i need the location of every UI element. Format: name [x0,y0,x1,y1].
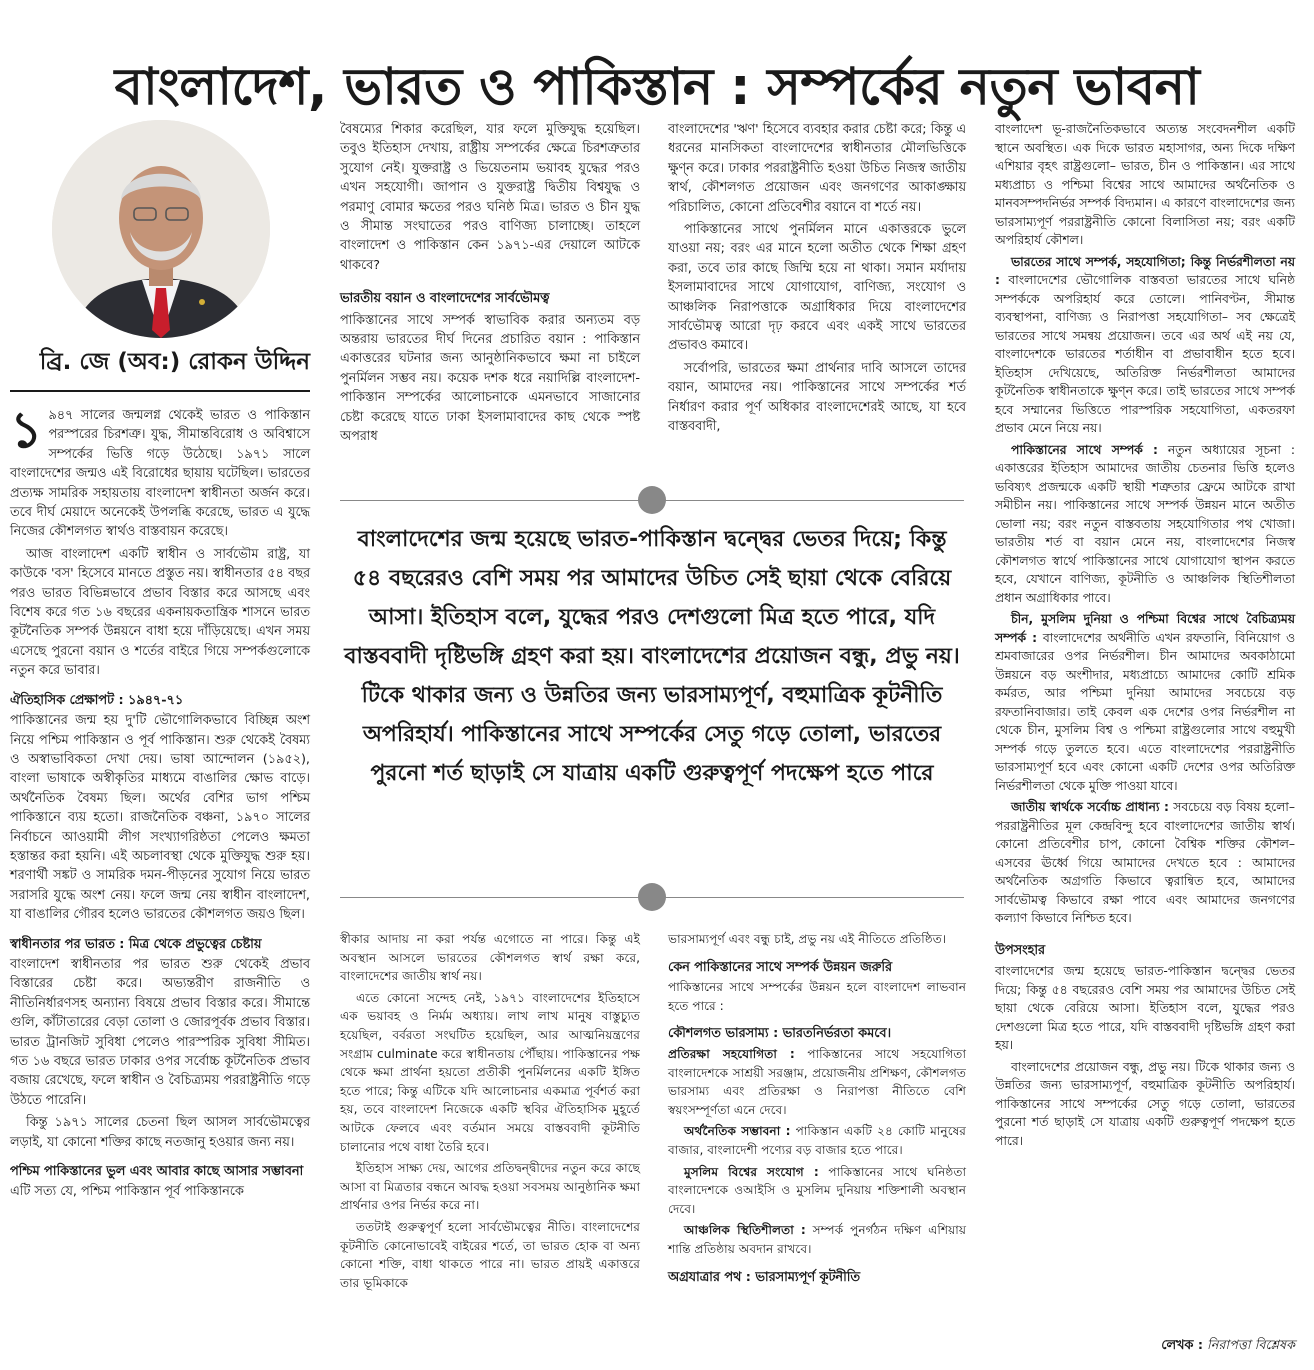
author-photo-illustration [52,120,270,338]
column-2-bottom [340,930,640,1295]
column-4 [995,120,1295,1153]
column-3-top [668,120,966,440]
subheading-diverse-relations: চীন, মুসলিম দুনিয়া ও পশ্চিমা বিশ্বের সাথে বৈচিত্র্যময় সম্পর্ক : [995,612,1295,645]
subheading-india-relation: ভারতের সাথে সম্পর্ক, সহযোগিতা; কিন্তু নির্ভরশীলতা নয় : [995,254,1295,287]
subheading-national-interest: জাতীয় স্বার্থকে সর্বোচ্চ প্রাধান্য : [1011,800,1169,814]
paragraph: ভারতের সাথে সম্পর্ক, সহযোগিতা; কিন্তু নির্ভরশীলতা নয় : বাংলাদেশের ভৌগোলিক বাস্তবতা ভারতের সাথে ঘনিষ্ঠ সম্পর্ককে অপরিহার্য করে তোলে। পানিবণ্টন, সীমান্ত ব্যবস্থাপনা, বাণিজ্য ও নিরাপত্তা সহযোগিতা– সব ক্ষেত্রেই ভারতের সাথে সমন্বয় প্রয়োজন। তবে এর অর্থ এই নয় যে, বাংলাদেশকে ভারতের শর্তাধীন বা প্রভাবাধীন হতে হবে। ইতিহাস দেখিয়েছে, অতিরিক্ত নির্ভরশীলতা আমাদের কূটনৈতিক স্বাধীনতাকে ক্ষুণ্ন করে। তাই ভারতের সাথে সম্পর্ক হবে সম্মানের ভিত্তিতে পারস্পরিক সহযোগিতা, একতরফা প্রভাব মেনে নিয়ে নয়। [995,254,1295,435]
subheading-indian-narrative: ভারতীয় বয়ান ও বাংলাদেশের সার্বভৌমত্ব [340,291,550,307]
point-strategic-balance: কৌশলগত ভারসাম্য : ভারতনির্ভরতা কমবে। [668,1026,892,1042]
subheading-after-independence: স্বাধীনতার পর ভারত : মিত্র থেকে প্রভুত্বের চেষ্টায় [10,936,262,952]
paragraph: বাংলাদেশের প্রয়োজন বন্ধু, প্রভু নয়। টিকে থাকার জন্য ও উন্নতির জন্য ভারসাম্যপূর্ণ, বহুমাত্রিক কূটনীতি অপরিহার্য। পাকিস্তানের সাথে সম্পর্কের সেতু গড়ে তোলা, ভারতের পুরনো শর্ত ছাড়াই সে যাত্রায় একটি গুরুত্বপূর্ণ পদক্ষেপ হতে পারে। [995,1059,1295,1148]
intro-paragraph: ১ ৯৪৭ সালের জন্মলগ্ন থেকেই ভারত ও পাকিস্তান পরস্পরের চিরশত্রু। যুদ্ধ, সীমান্তবিরোধ ও অবিশ্বাসে সম্পর্কের ভিত্তি গড়ে উঠেছে। ১৯৭১ সালে বাংলাদেশের জন্মও এই বিরোধের ছায়ায় ঘটেছিল। ভারতের প্রত্যক্ষ সামরিক সহায়তায় বাংলাদেশ স্বাধীনতা অর্জন করে। তবে দীর্ঘ মেয়াদে অনেকেই উপলব্ধি করেছে, ভারত এ যুদ্ধে নিজের কৌশলগত স্বার্থও বাস্তবায়ন করেছে। [10,401,310,540]
paragraph: বাংলাদেশ ভূ-রাজনৈতিকভাবে অত্যন্ত সংবেদনশীল একটি স্থানে অবস্থিত। এক দিকে ভারত মহাসাগর, অন্য দিকে দক্ষিণ এশিয়ার বৃহৎ রাষ্ট্রগুলো– ভারত, চীন ও পাকিস্তান। এর সাথে মধ্যপ্রাচ্য ও পশ্চিমা বিশ্বের সাথে আমাদের অর্থনৈতিক ও মানবসম্পদনির্ভর সম্পর্ক বিদ্যমান। এ কারণে বাংলাদেশের জন্য ভারসাম্যপূর্ণ পররাষ্ট্রনীতি কোনো বিলাসিতা নয়; বরং একটি অপরিহার্য কৌশল। [995,122,1295,247]
paragraph: বাংলাদেশের জন্ম হয়েছে ভারত-পাকিস্তান দ্বন্দ্বের ভেতর দিয়ে; কিন্তু ৫৪ বছরেরও বেশি সময় পর আমাদের উচিত সেই ছায়া থেকে বেরিয়ে আসা। ইতিহাস বলে, যুদ্ধের পরও দেশগুলো মিত্র হতে পারে, যদি বাস্তববাদী দৃষ্টিভঙ্গি গ্রহণ করা হয়। [995,964,1295,1052]
paragraph: চীন, মুসলিম দুনিয়া ও পশ্চিমা বিশ্বের সাথে বৈচিত্র্যময় সম্পর্ক : বাংলাদেশের অর্থনীতি এখন রফতানি, বিনিয়োগ ও শ্রমবাজারের ওপর নির্ভরশীল। চীন আমাদের অবকাঠামো উন্নয়নে বড় অংশীদার, মধ্যপ্রাচ্যে আমাদের কোটি শ্রমিক কর্মরত, আর পশ্চিমা দুনিয়া আমাদের সবচেয়ে বড় রফতানিবাজার। তাই কেবল এক দেশের ওপর নির্ভরশীল না থেকে চীন, মুসলিম বিশ্ব ও পশ্চিমা রাষ্ট্রগুলোর সাথে বহুমুখী সম্পর্ক গড়ে তুলতে হবে। এতে বাংলাদেশের পররাষ্ট্রনীতি ভারসাম্যপূর্ণ হবে এবং কোনো একটি দেশের ওপর অতিরিক্ত নির্ভরশীলতা থেকে মুক্তি পাওয়া যাবে। [995,612,1295,793]
paragraph: পাকিস্তানের সাথে পুনর্মিলন মানে একাত্তরকে ভুলে যাওয়া নয়; বরং এর মানে হলো অতীত থেকে শিক্ষা গ্রহণ করা, তবে তার কাছে জিম্মি হয়ে না থাকা। সমান মর্যাদায় ইসলামাবাদের সাথে যোগাযোগ, বাণিজ্য, সংযোগ ও আঞ্চলিক নিরাপত্তাকে অগ্রাধিকার দিয়ে বাংলাদেশের সার্বভৌমত্ব আরো দৃঢ় করবে এবং একই সাথে ভারতের প্রভাবও কমাবে। [668,222,966,354]
point-regional-stability: আঞ্চলিক স্থিতিশীলতা : সম্পর্ক পুনর্গঠন দক্ষিণ এশিয়ায় শান্তি প্রতিষ্ঠায় অবদান রাখবে। [668,1223,967,1256]
drop-cap: ১ [10,401,43,459]
paragraph: এতে কোনো সন্দেহ নেই, ১৯৭১ বাংলাদেশের ইতিহাসে এক ভয়াবহ ও নির্মম অধ্যায়। লাখ লাখ মানুষ বাস্তুচ্যুত হয়েছিল, বর্বরতা সংঘটিত হয়েছিল, আর আত্মনিয়ন্ত্রণের সংগ্রাম culminate করে স্বাধীনতায় পৌঁছায়। পাকিস্তানের পক্ষ থেকে ক্ষমা প্রার্থনা হয়তো প্রতীকী পুনর্মিলনের একটি ইঙ্গিত হতে পারে; কিন্তু এটিকে যদি আলোচনার একমাত্র পূর্বশর্ত করা হয়, তবে বাংলাদেশ নিজেকে একটি স্থবির ঐতিহাসিক মুহূর্তে আটকে ফেলবে এবং বর্তমান সময়ে বাস্তববাদী কূটনীতি চালানোর পথে বাধা তৈরি হবে। [340,990,640,1154]
pull-quote-bottom-dot [638,883,666,911]
paragraph: আজ বাংলাদেশ একটি স্বাধীন ও সার্বভৌম রাষ্ট্র, যা কাউকে 'বস' হিসেবে মানতে প্রস্তুত নয়। স্বাধীনতার ৫৪ বছর পরও ভারত বিভিন্নভাবে প্রভাব বিস্তার করে আসছে এবং বিশেষ করে গত ১৬ বছরের একনায়কতান্ত্রিক শাসনে ভারত কূটনৈতিক সম্পর্ক উন্নয়নে বাধা হয়ে দাঁড়িয়েছে। এখন সময় এসেছে পুরনো বয়ান ও শর্তের বাইরে গিয়ে সম্পর্কগুলোকে নতুন করে ভাবার। [10,546,310,679]
paragraph: পাকিস্তানের সাথে সম্পর্কের উন্নয়ন হলে বাংলাদেশ লাভবান হতে পারে : [668,980,966,1013]
column-2-top [340,120,640,450]
subheading-why-pakistan: কেন পাকিস্তানের সাথে সম্পর্ক উন্নয়ন জরুরি [668,959,893,975]
subheading-west-pakistan: পশ্চিম পাকিস্তানের ভুল এবং আবার কাছে আসার সম্ভাবনা [10,1164,304,1180]
paragraph: পাকিস্তানের সাথে সম্পর্ক : নতুন অধ্যায়ের সূচনা : একাত্তরের ইতিহাস আমাদের জাতীয় চেতনার ভিত্তি হলেও ভবিষ্যৎ প্রজন্মকে একটি স্থায়ী শত্রুতার ফ্রেমে আটকে রাখা সমীচীন নয়। পাকিস্তানের সাথে সম্পর্ক উন্নয়ন মানে অতীত ভোলা নয়; বরং নতুন বাস্তবতায় সহযোগিতার পথ খোজা। ভারতীয় শর্ত বা বয়ান মেনে নয়, বাংলাদেশের নিজস্ব কৌশলগত স্বার্থে পাকিস্তানের সাথে যোগাযোগ স্থাপন করতে হবে, যেখানে বাণিজ্য, কূটনীতি ও আঞ্চলিক স্থিতিশীলতা প্রধান অগ্রাধিকার পাবে। [995,442,1295,605]
headline: বাংলাদেশ, ভারত ও পাকিস্তান : সম্পর্কের নতুন ভাবনা [114,58,1200,118]
paragraph: কিন্তু ১৯৭১ সালের চেতনা ছিল আসল সার্বভৌমত্বের লড়াই, যা কোনো শক্তির কাছে নতজানু হওয়ার জন্য নয়। [10,1115,310,1150]
byline-rule [10,390,310,392]
paragraph: পাকিস্তানের জন্ম হয় দু'টি ভৌগোলিকভাবে বিচ্ছিন্ন অংশ নিয়ে পশ্চিম পাকিস্তান ও পূর্ব পাকিস্তান। শুরু থেকেই বৈষম্য ও অস্বাভাবিকতা দেখা দেয়। ভাষা আন্দোলন (১৯৫২), বাংলা ভাষাকে অস্বীকৃতির মাধ্যমে বাঙালির ক্ষোভ বাড়ে। অর্থনৈতিক বৈষম্য ছিল। অর্থের বেশির ভাগ পশ্চিম পাকিস্তানে ব্যয় হতো। রাজনৈতিক বঞ্চনা, ১৯৭০ সালের নির্বাচনে আওয়ামী লীগ সংখ্যাগরিষ্ঠতা পেলেও ক্ষমতা হস্তান্তর করা হয়নি। এই অচলাবস্থা থেকে মুক্তিযুদ্ধ শুরু হয়। শরণার্থী সঙ্কট ও সামরিক দমন-পীড়নের সুযোগ নিয়ে ভারত সরাসরি যুদ্ধে অংশ নেয়। ফলে জন্ম নেয় স্বাধীন বাংলাদেশ, যা বাঙালির গৌরব হলেও ভারতের কৌশলগত জয়ও ছিল। [10,713,310,923]
paragraph: সর্বোপরি, ভারতের ক্ষমা প্রার্থনার দাবি আসলে তাদের বয়ান, আমাদের নয়। পাকিস্তানের সাথে সম্পর্কের শর্ত নির্ধারণ করার পূর্ণ অধিকার বাংলাদেশেরই আছে, যা হবে বাস্তববাদী, [668,360,966,435]
point-economy: অর্থনৈতিক সম্ভাবনা : পাকিস্তান একটি ২৪ কোটি মানুষের বাজার, বাংলাদেশী পণ্যের বড় বাজার হতে পারে। [668,1124,967,1157]
pull-quote: বাংলাদেশের জন্ম হয়েছে ভারত-পাকিস্তান দ্বন্দ্বের ভেতর দিয়ে; কিন্তু ৫৪ বছরেরও বেশি সময় পর আমাদের উচিত সেই ছায়া থেকে বেরিয়ে আসা। ইতিহাস বলে, যুদ্ধের পরও দেশগুলো মিত্র হতে পারে, যদি বাস্তববাদী দৃষ্টিভঙ্গি গ্রহণ করা হয়। বাংলাদেশের প্রয়োজন বন্ধু, প্রভু নয়। টিকে থাকার জন্য ও উন্নতির জন্য ভারসাম্যপূর্ণ, বহুমাত্রিক কূটনীতি অপরিহার্য। পাকিস্তানের সাথে সম্পর্কের সেতু গড়ে তোলা, ভারতের পুরনো শর্ত ছাড়াই সে যাত্রায় একটি গুরুত্বপূর্ণ পদক্ষেপ হতে পারে [344,527,960,786]
paragraph: ততটাই গুরুত্বপূর্ণ হলো সার্বভৌমত্বের নীতি। বাংলাদেশের কূটনীতি কোনোভাবেই বাইরের শর্তে, তা ভারত হোক বা অন্য কোনো শক্তি, বাধা থাকতে পারে না। ভারত প্রায়ই একাত্তরে তার ভূমিকাকে [340,1219,640,1290]
paragraph: এটি সত্য যে, পশ্চিম পাকিস্তান পূর্ব পাকিস্তানকে [10,1184,244,1200]
point-defense: প্রতিরক্ষা সহযোগিতা : পাকিস্তানের সাথে সহযোগিতা বাংলাদেশকে সাশ্রয়ী সরঞ্জাম, প্রয়োজনীয় প্রশিক্ষণ, কৌশলগত ভারসাম্য এবং প্রতিরক্ষা ও নিরাপত্তা নীতিতে বেশি স্বয়ংসম্পূর্ণতা এনে দেবে। [668,1046,966,1117]
subheading-pakistan-relation: পাকিস্তানের সাথে সম্পর্ক : [1011,442,1158,457]
paragraph: পাকিস্তানের সাথে সম্পর্ক স্বাভাবিক করার অন্যতম বড় অন্তরায় ভারতের দীর্ঘ দিনের প্রচারিত বয়ান : পাকিস্তান একাত্তরের ঘটনার জন্য আনুষ্ঠানিকভাবে ক্ষমা না চাইলে পুনর্মিলন সম্ভব নয়। কয়েক দশক ধরে নয়াদিল্লি বাংলাদেশ-পাকিস্তান সম্পর্কের আলোচনাকে এমনভাবে সাজানোর চেষ্টা করেছে যাতে ঢাকা ইসলামাবাদের কাছ থেকে স্পষ্ট অপরাধ [340,312,640,445]
column-3-bottom [668,930,966,1288]
paragraph: বৈষম্যের শিকার করেছিল, যার ফলে মুক্তিযুদ্ধ হয়েছিল। তবুও ইতিহাস দেখায়, রাষ্ট্রীয় সম্পর্কের ক্ষেত্রে চিরশত্রুতার সুযোগ নেই। যুক্তরাষ্ট্র ও ভিয়েতনাম ভয়াবহ যুদ্ধের পরও এখন সহযোগী। জাপান ও যুক্তরাষ্ট্র দ্বিতীয় বিশ্বযুদ্ধ ও পরমাণু বোমার ক্ষতের পরও ঘনিষ্ঠ মিত্র। ভারত ও চীন যুদ্ধ ও সীমান্ত সংঘাতের পরও বাণিজ্য চালাচ্ছে। তাহলে বাংলাদেশ ও পাকিস্তান কেন ১৯৭১-এর দেয়ালে আটকে থাকবে? [340,122,640,273]
subheading-way-forward: অগ্রযাত্রার পথ : ভারসাম্যপূর্ণ কূটনীতি [668,1269,860,1285]
paragraph: ইতিহাস সাক্ষ্য দেয়, আগের প্রতিদ্বন্দ্বীদের নতুন করে কাছে আসা বা মিত্রতার বন্ধনে আবদ্ধ হওয়া সবসময় আনুষ্ঠানিক ক্ষমা প্রার্থনার ওপর নির্ভর করে না। [340,1161,640,1213]
pull-quote-top-dot [638,486,666,514]
author-note: লেখক : নিরাপত্তা বিশ্লেষক [1161,1338,1295,1353]
author-byline: ব্রি. জে (অব:) রোকন উদ্দিন [39,349,310,375]
paragraph: জাতীয় স্বার্থকে সর্বোচ্চ প্রাধান্য : সবচেয়ে বড় বিষয় হলো– পররাষ্ট্রনীতির মূল কেন্দ্রবিন্দু হবে বাংলাদেশের জাতীয় স্বার্থ। কোনো প্রতিবেশীর চাপ, কোনো বৈশ্বিক শক্তির কৌশল– এসবের ঊর্ধ্বে গিয়ে আমাদের দেখতে হবে : আমাদের অর্থনৈতিক অগ্রগতি কিভাবে ত্বরান্বিত হবে, আমাদের সার্বভৌমত্ব কিভাবে রক্ষা পাবে এবং আমাদের জনগণের কল্যাণ কিভাবে নিশ্চিত হবে। [995,800,1295,925]
point-muslim-world: মুসলিম বিশ্বের সংযোগ : পাকিস্তানের সাথে ঘনিষ্ঠতা বাংলাদেশকে ওআইসি ও মুসলিম দুনিয়ায় শক্তিশালী অবস্থান দেবে। [668,1164,967,1216]
paragraph: বাংলাদেশ স্বাধীনতার পর ভারত শুরু থেকেই প্রভাব বিস্তারের চেষ্টা করে। অভ্যন্তরীণ রাজনীতি ও নীতিনির্ধারণসহ অন্যান্য বিষয়ে প্রভাব বিস্তার করে। সীমান্তে গুলি, কাঁটাতারের বেড়া তোলা ও জোরপূর্বক প্রভাব বিস্তার। ভারত ট্রানজিট সুবিধা পেলেও পারস্পরিক সুবিধা সীমিত। গত ১৬ বছরে ভারত ঢাকার ওপর সর্বোচ্চ কূটনৈতিক প্রভাব বজায় রেখেছে, ফলে স্বাধীন ও বৈচিত্র্যময় পররাষ্ট্রনীতি গড়ে উঠতে পারেনি। [10,956,310,1108]
paragraph: বাংলাদেশের 'ঋণ' হিসেবে ব্যবহার করার চেষ্টা করে; কিন্তু এ ধরনের মানসিকতা বাংলাদেশের স্বাধীনতার মৌলভিত্তিকে ক্ষুণ্ন করে। ঢাকার পররাষ্ট্রনীতি হওয়া উচিত নিজস্ব জাতীয় স্বার্থ, কৌশলগত প্রয়োজন এবং জনগণের আকাঙ্ক্ষায় পরিচালিত, কোনো প্রতিবেশীর বয়ানে বা শর্তে নয়। [668,122,966,215]
column-1 [10,401,310,1205]
paragraph: স্বীকার আদায় না করা পর্যন্ত এগোতে না পারে। কিন্তু এই অবস্থান আসলে ভারতের কৌশলগত স্বার্থ রক্ষা করে, বাংলাদেশের জাতীয় স্বার্থ নয়। [340,932,640,984]
subheading-conclusion: উপসংহার [995,942,1046,958]
subheading-history: ঐতিহাসিক প্রেক্ষাপট : ১৯৪৭-৭১ [10,692,184,708]
author-portrait [52,120,270,338]
paragraph: ভারসাম্যপূর্ণ এবং বন্ধু চাই, প্রভু নয় এই নীতিতে প্রতিষ্ঠিত। [668,932,947,946]
